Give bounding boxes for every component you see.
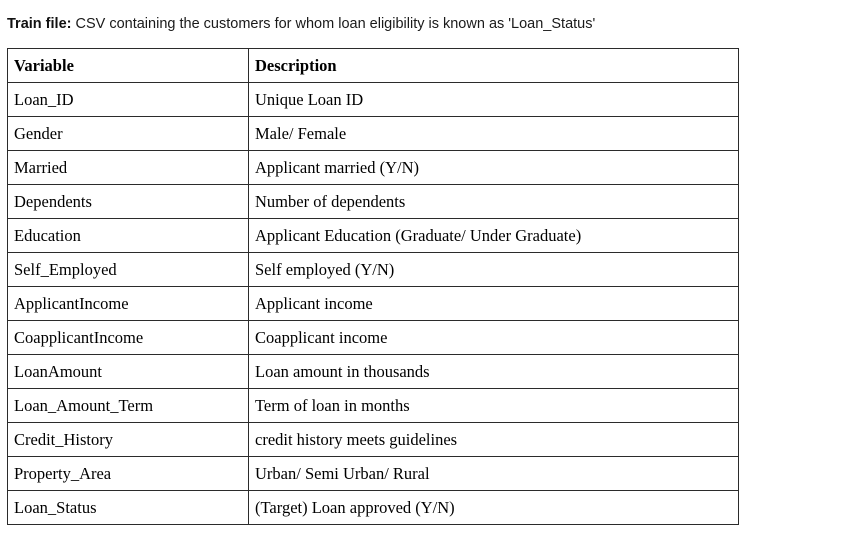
cell-variable: Property_Area <box>8 457 249 491</box>
cell-description: Unique Loan ID <box>249 83 739 117</box>
cell-variable: Married <box>8 151 249 185</box>
cell-description: Male/ Female <box>249 117 739 151</box>
cell-description: Term of loan in months <box>249 389 739 423</box>
table-row <box>8 185 739 219</box>
cell-description: Applicant Education (Graduate/ Under Graduate) <box>249 219 739 253</box>
table-row <box>8 457 739 491</box>
variable-description-table <box>7 48 739 525</box>
table-row <box>8 355 739 389</box>
cell-variable: Loan_ID <box>8 83 249 117</box>
table-row <box>8 83 739 117</box>
table-header-row <box>8 49 739 83</box>
table-row <box>8 219 739 253</box>
cell-variable: Credit_History <box>8 423 249 457</box>
table-body <box>8 83 739 525</box>
table-row <box>8 321 739 355</box>
cell-variable: Gender <box>8 117 249 151</box>
table-row <box>8 491 739 525</box>
intro-lead-label: Train file: <box>7 16 72 32</box>
table-row <box>8 151 739 185</box>
cell-variable: Education <box>8 219 249 253</box>
table-row <box>8 287 739 321</box>
table-row <box>8 389 739 423</box>
intro-paragraph <box>7 14 855 34</box>
cell-variable: CoapplicantIncome <box>8 321 249 355</box>
cell-variable: Dependents <box>8 185 249 219</box>
cell-description: Loan amount in thousands <box>249 355 739 389</box>
column-header-description: Description <box>249 49 739 83</box>
cell-variable: LoanAmount <box>8 355 249 389</box>
cell-description: (Target) Loan approved (Y/N) <box>249 491 739 525</box>
cell-description: Self employed (Y/N) <box>249 253 739 287</box>
cell-description: Coapplicant income <box>249 321 739 355</box>
table-row <box>8 253 739 287</box>
table-row <box>8 117 739 151</box>
cell-description: Applicant income <box>249 287 739 321</box>
cell-description: Applicant married (Y/N) <box>249 151 739 185</box>
cell-variable: Loan_Status <box>8 491 249 525</box>
cell-variable: Self_Employed <box>8 253 249 287</box>
cell-description: Urban/ Semi Urban/ Rural <box>249 457 739 491</box>
cell-variable: ApplicantIncome <box>8 287 249 321</box>
table-row <box>8 423 739 457</box>
cell-description: credit history meets guidelines <box>249 423 739 457</box>
cell-variable: Loan_Amount_Term <box>8 389 249 423</box>
column-header-variable: Variable <box>8 49 249 83</box>
cell-description: Number of dependents <box>249 185 739 219</box>
intro-text: CSV containing the customers for whom loan eligibility is known as 'Loan_Status' <box>71 16 596 32</box>
